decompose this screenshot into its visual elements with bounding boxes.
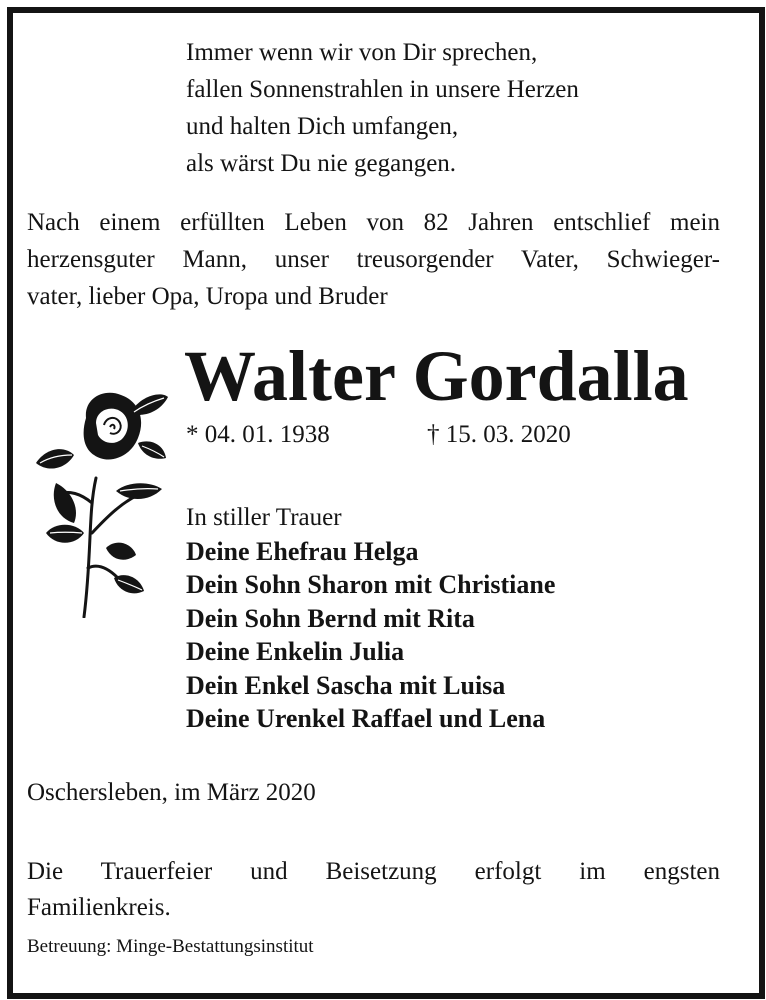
poem-line: und halten Dich umfangen, xyxy=(186,113,459,140)
mourners xyxy=(186,501,555,736)
poem-line: Immer wenn wir von Dir sprechen, xyxy=(186,39,538,66)
funeral-note-line: Familienkreis. xyxy=(27,894,171,921)
intro-text xyxy=(27,204,720,315)
intro-line: herzensguter Mann, unser treusorgender Vater, Schwieger- xyxy=(27,246,720,273)
deceased-name: Walter Gordalla xyxy=(184,336,689,416)
poem xyxy=(186,34,579,182)
mourner-name: Deine Urenkel Raffael und Lena xyxy=(186,704,546,733)
place-date: Oschersleben, im März 2020 xyxy=(27,779,316,806)
funeral-note xyxy=(27,854,720,926)
mourner-name: Dein Sohn Bernd mit Rita xyxy=(186,603,475,633)
poem-line: fallen Sonnenstrahlen in unsere Herzen xyxy=(186,76,579,103)
intro-line: vater, lieber Opa, Uropa und Bruder xyxy=(27,283,388,310)
poem-line: als wärst Du nie gegangen. xyxy=(186,150,457,177)
funeral-service: Betreuung: Minge-Bestattungsinstitut xyxy=(27,936,314,957)
mourner-name: Deine Enkelin Julia xyxy=(186,637,405,666)
intro-line: Nach einem erfüllten Leben von 82 Jahren entschlief mein xyxy=(27,209,720,236)
mourning-heading: In stiller Trauer xyxy=(186,504,342,531)
rose-icon xyxy=(26,383,176,618)
birth-date: * 04. 01. 1938 xyxy=(186,421,330,448)
mourner-name: Deine Ehefrau Helga xyxy=(186,536,419,566)
mourner-name: Dein Enkel Sascha mit Luisa xyxy=(186,670,506,700)
life-dates xyxy=(186,421,571,449)
funeral-note-line: Die Trauerfeier und Beisetzung erfolgt im engsten xyxy=(27,858,720,885)
death-date: † 15. 03. 2020 xyxy=(427,421,571,448)
mourner-name: Dein Sohn Sharon mit Christiane xyxy=(186,570,556,599)
